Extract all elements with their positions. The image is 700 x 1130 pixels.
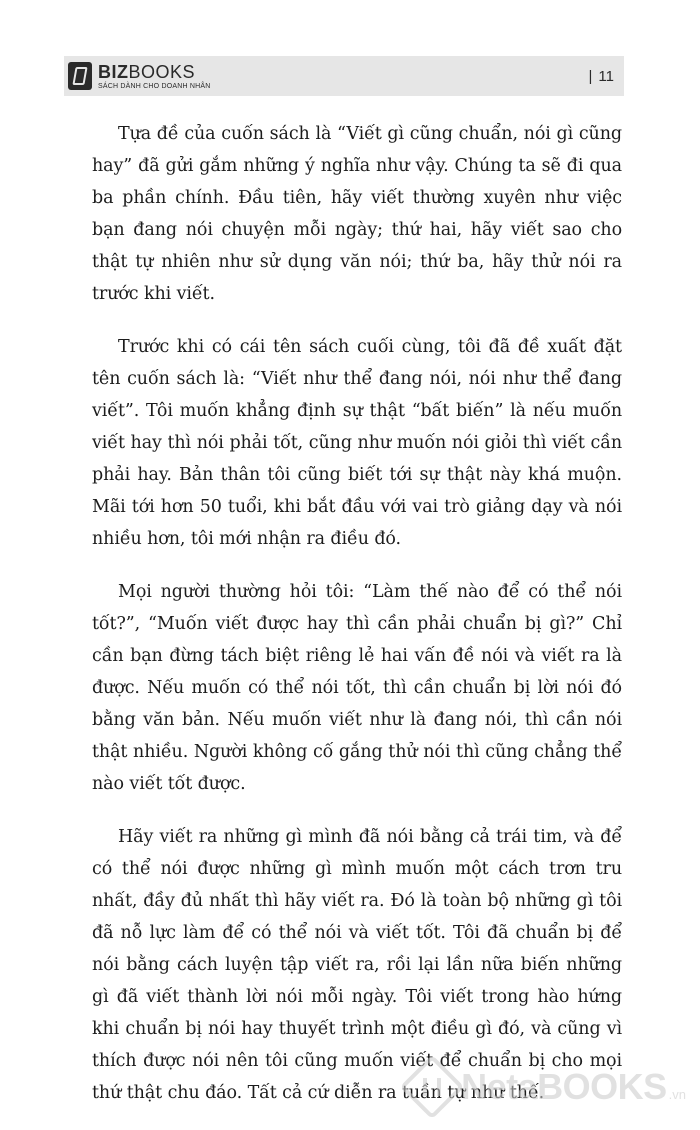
paragraph-1: Tựa đề của cuốn sách là “Viết gì cũng chuẩn, nói gì cũng hay” đã gửi gắm những ý nghĩa như vậy. Chúng ta sẽ đi qua ba phần chính. Đầu tiên, hãy viết thường xuyên như việc bạn đang nói chuyện mỗi ngày; thứ hai, hãy viết sao cho thật tự nhiên như sử dụng văn nói; thứ ba, hãy thử nói ra trước khi viết.: [92, 124, 622, 304]
page-body: [92, 118, 622, 1130]
brand-text: [98, 63, 211, 90]
page-number-block: [589, 68, 614, 85]
netabooks-logo-icon: [400, 1054, 465, 1119]
paragraph-2: Trước khi có cái tên sách cuối cùng, tôi đã đề xuất đặt tên cuốn sách là: “Viết như thể đang nói, nói như thể đang viết”. Tôi muốn khẳng định sự thật “bất biến” là nếu muốn viết hay thì nói phải tốt, cũng như muốn nói giỏi thì viết cần phải hay. Bản thân tôi cũng biết tới sự thật này khá muộn. Mãi tới hơn 50 tuổi, khi bắt đầu với vai trò giảng dạy và nói nhiều hơn, tôi mới nhận ra điều đó.: [92, 337, 622, 549]
watermark-suffix: .vn: [668, 1087, 686, 1102]
running-header: [64, 56, 624, 96]
brand-name: [98, 63, 211, 81]
netabooks-watermark: [409, 1064, 686, 1110]
brand-name-bold: BIZ: [98, 61, 129, 82]
watermark-text: NetaBOOKS: [461, 1066, 667, 1107]
paragraph-4: Hãy viết ra những gì mình đã nói bằng cả trái tim, và để có thể nói được những gì mình muốn một cách trơn tru nhất, đầy đủ nhất thì hãy viết ra. Đó là toàn bộ những gì tôi đã nỗ lực làm để có thể nói và viết tốt. Tôi đã chuẩn bị để nói bằng cách luyện tập viết ra, rồi lại lần nữa biến những gì đã viết thành lời nói mỗi ngày. Tôi viết trong hào hứng khi chuẩn bị nói hay thuyết trình một điều gì đó, và cũng vì thích được nói nên tôi cũng muốn viết để chuẩn bị cho mọi thứ thật chu đáo. Tất cả cứ diễn ra tuần tự như thế.: [92, 827, 622, 1103]
brand-tagline: SÁCH DÀNH CHO DOANH NHÂN: [98, 82, 211, 90]
paragraph-3: Mọi người thường hỏi tôi: “Làm thế nào để có thể nói tốt?”, “Muốn viết được hay thì cần phải chuẩn bị gì?” Chỉ cần bạn đừng tách biệt riêng lẻ hai vấn đề nói và viết ra là được. Nếu muốn có thể nói tốt, thì cần chuẩn bị lời nói đó bằng văn bản. Nếu muốn viết như là đang nói, thì cần nói thật nhiều. Người không cố gắng thử nói thì cũng chẳng thể nào viết tốt được.: [92, 582, 622, 794]
brand-name-light: BOOKS: [128, 61, 196, 82]
publisher-brand: [68, 62, 211, 90]
page-number-separator: |: [588, 67, 593, 85]
bizbooks-logo-icon: [68, 62, 92, 90]
page-number: 11: [598, 67, 614, 85]
